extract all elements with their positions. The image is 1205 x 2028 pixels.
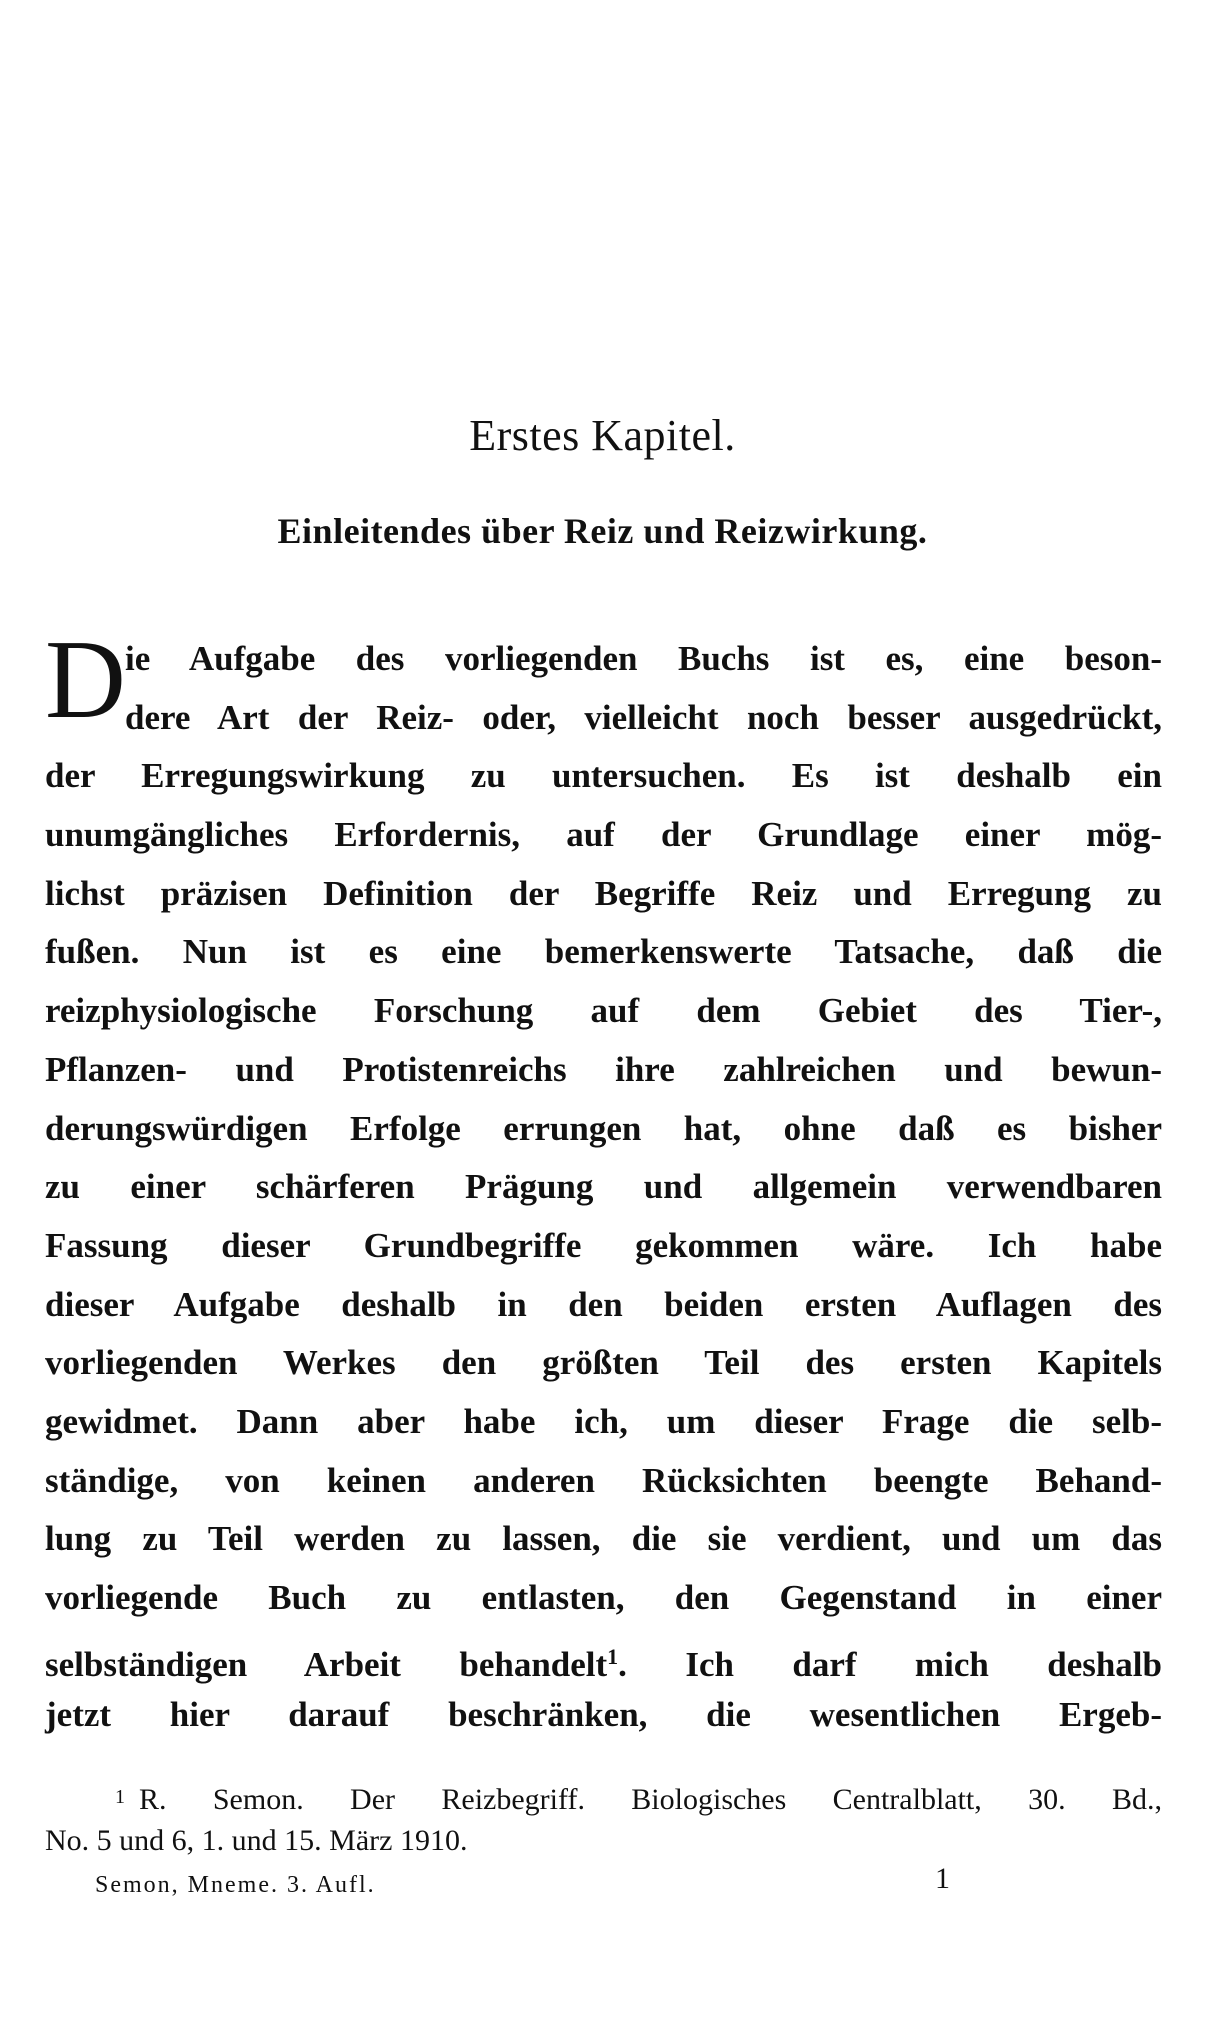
body-line: Fassung dieser Grundbegriffe gekommen wäre. Ich habe — [45, 1225, 1162, 1265]
body-line: lichst präzisen Definition der Begriffe Reiz und Erregung zu — [45, 873, 1162, 913]
body-line: gewidmet. Dann aber habe ich, um dieser Frage die selb- — [45, 1401, 1162, 1441]
body-line-segment: Ich darf mich deshalb — [685, 1644, 1163, 1684]
body-line: ständige, von keinen anderen Rücksichten beengte Behand- — [45, 1460, 1162, 1500]
body-line: unumgängliches Erfordernis, auf der Grundlage einer mög- — [45, 815, 1162, 855]
footnote-text: R. Semon. Der Reizbegriff. Biologisches Centralblatt, 30. Bd., — [139, 1783, 1162, 1816]
body-line: fußen. Nun ist es eine bemerkenswerte Tatsache, daß die — [45, 932, 1162, 972]
body-line-segment: selbständigen Arbeit behandelt — [45, 1644, 608, 1684]
chapter-heading: Erstes Kapitel. — [469, 411, 736, 460]
body-line: dieser Aufgabe deshalb in den beiden ersten Auflagen des — [45, 1284, 1162, 1324]
body-line: jetzt hier darauf beschränken, die wesentlichen Ergeb- — [45, 1695, 1162, 1735]
footnote-line — [45, 1776, 1162, 1819]
footnote — [45, 1776, 1162, 1862]
body-line: dere Art der Reiz- oder, vielleicht noch besser ausgedrückt, — [125, 697, 1162, 737]
footnote-reference-period: . — [618, 1644, 627, 1684]
footnote-reference: 1 — [607, 1643, 619, 1669]
body-line: vorliegende Buch zu entlasten, den Gegenstand in einer — [45, 1578, 1162, 1617]
page-number: 1 — [935, 1862, 950, 1895]
printer-signature: Semon, Mneme. 3. Aufl. — [95, 1872, 376, 1898]
footnote-marker: 1 — [115, 1786, 125, 1808]
body-paragraph — [45, 630, 1162, 1745]
drop-cap: D — [45, 618, 126, 742]
body-line: derungswürdigen Erfolge errungen hat, ohne daß es bisher — [45, 1108, 1162, 1148]
body-line: zu einer schärferen Prägung und allgemein verwendbaren — [45, 1167, 1162, 1207]
body-line: ie Aufgabe des vorliegenden Buchs ist es, eine beson- — [125, 639, 1162, 678]
body-line-with-footnote-ref — [45, 1628, 1162, 1687]
body-line: Pflanzen- und Protistenreichs ihre zahlreichen und bewun- — [45, 1049, 1162, 1089]
body-line: lung zu Teil werden zu lassen, die sie verdient, und um das — [45, 1519, 1162, 1559]
footnote-line: No. 5 und 6, 1. und 15. März 1910. — [45, 1824, 468, 1857]
section-title: Einleitendes über Reiz und Reizwirkung. — [277, 511, 928, 551]
body-line: der Erregungswirkung zu untersuchen. Es ist deshalb ein — [45, 756, 1162, 796]
body-line: reizphysiologische Forschung auf dem Gebiet des Tier-, — [45, 991, 1162, 1031]
body-line: vorliegenden Werkes den größten Teil des ersten Kapitels — [45, 1343, 1162, 1383]
